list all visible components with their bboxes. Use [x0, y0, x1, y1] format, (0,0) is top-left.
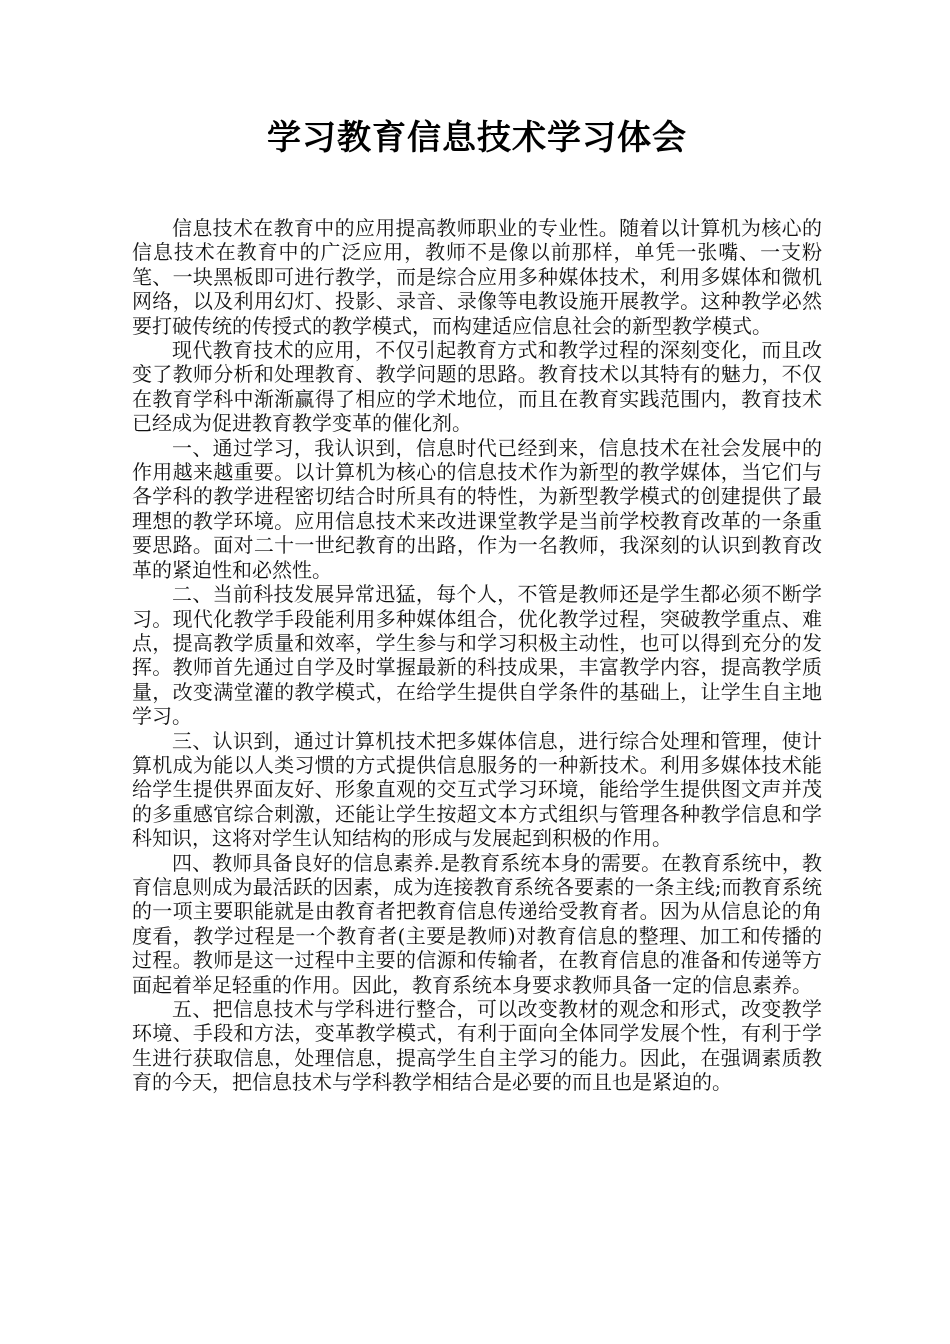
- paragraph-intro: 信息技术在教育中的应用提高教师职业的专业性。随着以计算机为核心的信息技术在教育中的广泛应用，教师不是像以前那样，单凭一张嘴、一支粉笔、一块黑板即可进行教学，而是综合应用多种媒体技术，利用多媒体和微机网络，以及利用幻灯、投影、录音、录像等电教设施开展教学。这种教学必然要打破传统的传授式的教学模式，而构建适应信息社会的新型教学模式。: [132, 216, 822, 338]
- paragraph-point-1: 一、通过学习，我认识到，信息时代已经到来，信息技术在社会发展中的作用越来越重要。以计算机为核心的信息技术作为新型的教学媒体，当它们与各学科的教学进程密切结合时所具有的特性，为新型教学模式的创建提供了最理想的教学环境。应用信息技术来改进课堂教学是当前学校教育改革的一条重要思路。面对二十一世纪教育的出路，作为一名教师，我深刻的认识到教育改革的紧迫性和必然性。: [132, 435, 822, 582]
- document-page: [132, 112, 822, 1095]
- paragraph-point-2: 二、当前科技发展异常迅猛，每个人，不管是教师还是学生都必须不断学习。现代化教学手段能利用多种媒体组合，优化教学过程，突破教学重点、难点，提高教学质量和效率，学生参与和学习积极主动性，也可以得到充分的发挥。教师首先通过自学及时掌握最新的科技成果，丰富教学内容，提高教学质量，改变满堂灌的教学模式，在给学生提供自学条件的基础上，让学生自主地学习。: [132, 582, 822, 729]
- paragraph-modern-tech: 现代教育技术的应用，不仅引起教育方式和教学过程的深刻变化，而且改变了教师分析和处理教育、教学问题的思路。教育技术以其特有的魅力，不仅在教育学科中渐渐赢得了相应的学术地位，而且在教育实践范围内，教育技术已经成为促进教育教学变革的催化剂。: [132, 338, 822, 436]
- document-title: 学习教育信息技术学习体会: [267, 118, 687, 158]
- paragraph-point-4: 四、教师具备良好的信息素养.是教育系统本身的需要。在教育系统中，教育信息则成为最活跃的因素，成为连接教育系统各要素的一条主线;而教育系统的一项主要职能就是由教育者把教育信息传递给受教育者。因为从信息论的角度看，教学过程是一个教育者(主要是教师)对教育信息的整理、加工和传播的过程。教师是这一过程中主要的信源和传输者，在教育信息的准备和传递等方面起着举足轻重的作用。因此，教育系统本身要求教师具备一定的信息素养。: [132, 850, 822, 997]
- paragraph-point-5: 五、把信息技术与学科进行整合，可以改变教材的观念和形式，改变教学环境、手段和方法，变革教学模式，有利于面向全体同学发展个性，有利于学生进行获取信息，处理信息，提高学生自主学习的能力。因此，在强调素质教育的今天，把信息技术与学科教学相结合是必要的而且也是紧迫的。: [132, 997, 822, 1095]
- paragraph-point-3: 三、认识到，通过计算机技术把多媒体信息，进行综合处理和管理，使计算机成为能以人类习惯的方式提供信息服务的一种新技术。利用多媒体技术能给学生提供界面友好、形象直观的交互式学习环境，能给学生提供图文声并茂的多重感官综合刺激，还能让学生按超文本方式组织与管理各种教学信息和学科知识，这将对学生认知结构的形成与发展起到积极的作用。: [132, 728, 822, 851]
